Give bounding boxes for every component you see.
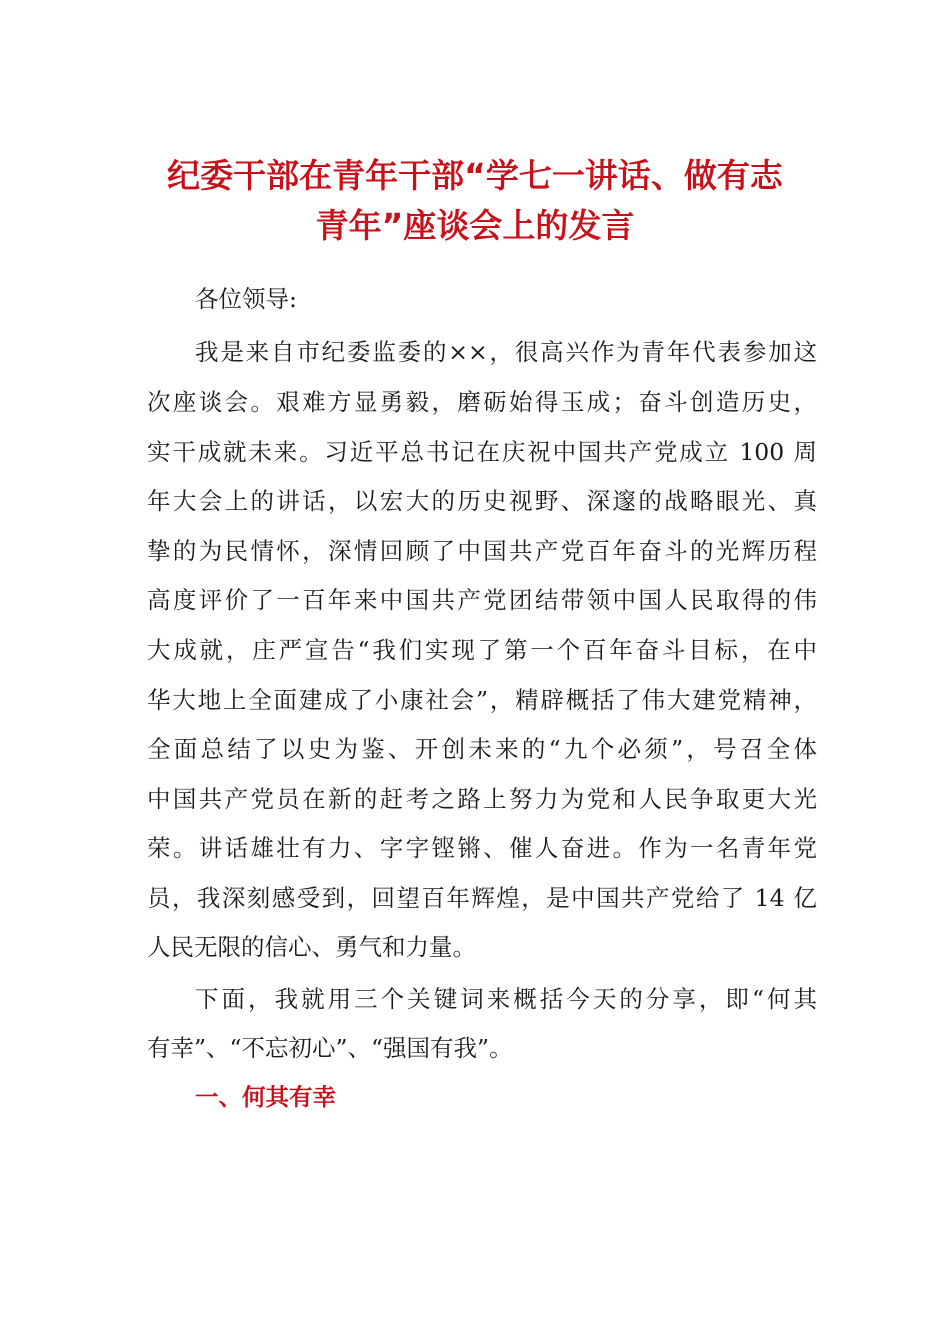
salutation: 各位领导: [195, 285, 297, 313]
paragraph-1-line: 次座谈会。艰难方显勇毅，磨砺始得玉成；奋斗创造历史， [147, 388, 817, 416]
paragraph-2-line: 有幸”、“不忘初心”、“强国有我”。 [147, 1034, 513, 1062]
paragraph-1-line: 员，我深刻感受到，回望百年辉煌，是中国共产党给了 14 亿 [147, 884, 817, 912]
paragraph-1-line: 高度评价了一百年来中国共产党团结带领中国人民取得的伟 [147, 586, 817, 614]
paragraph-1-line: 中国共产党员在新的赶考之路上努力为党和人民争取更大光 [147, 785, 817, 813]
document-title-line-1: 纪委干部在青年干部“学七一讲话、做有志 [167, 156, 783, 195]
paragraph-1-line: 大成就，庄严宣告“我们实现了第一个百年奋斗目标，在中 [147, 636, 817, 664]
paragraph-1-line: 挚的为民情怀，深情回顾了中国共产党百年奋斗的光辉历程 [147, 537, 817, 565]
paragraph-1-line: 人民无限的信心、勇气和力量。 [147, 933, 476, 961]
paragraph-1-line: 华大地上全面建成了小康社会”，精辟概括了伟大建党精神， [147, 686, 817, 714]
paragraph-1-line: 年大会上的讲话，以宏大的历史视野、深邃的战略眼光、真 [147, 487, 817, 515]
paragraph-1-line: 我是来自市纪委监委的××，很高兴作为青年代表参加这 [195, 338, 817, 366]
paragraph-1-line: 全面总结了以史为鉴、开创未来的“九个必须”，号召全体 [147, 735, 817, 763]
paragraph-2-line: 下面，我就用三个关键词来概括今天的分享，即“何其 [195, 985, 817, 1013]
document-title-line-2: 青年”座谈会上的发言 [315, 206, 635, 245]
section-heading-1: 一、何其有幸 [195, 1083, 336, 1111]
paragraph-1-line: 实干成就未来。习近平总书记在庆祝中国共产党成立 100 周 [147, 438, 817, 466]
paragraph-1-line: 荣。讲话雄壮有力、字字铿锵、催人奋进。作为一名青年党 [147, 834, 817, 862]
